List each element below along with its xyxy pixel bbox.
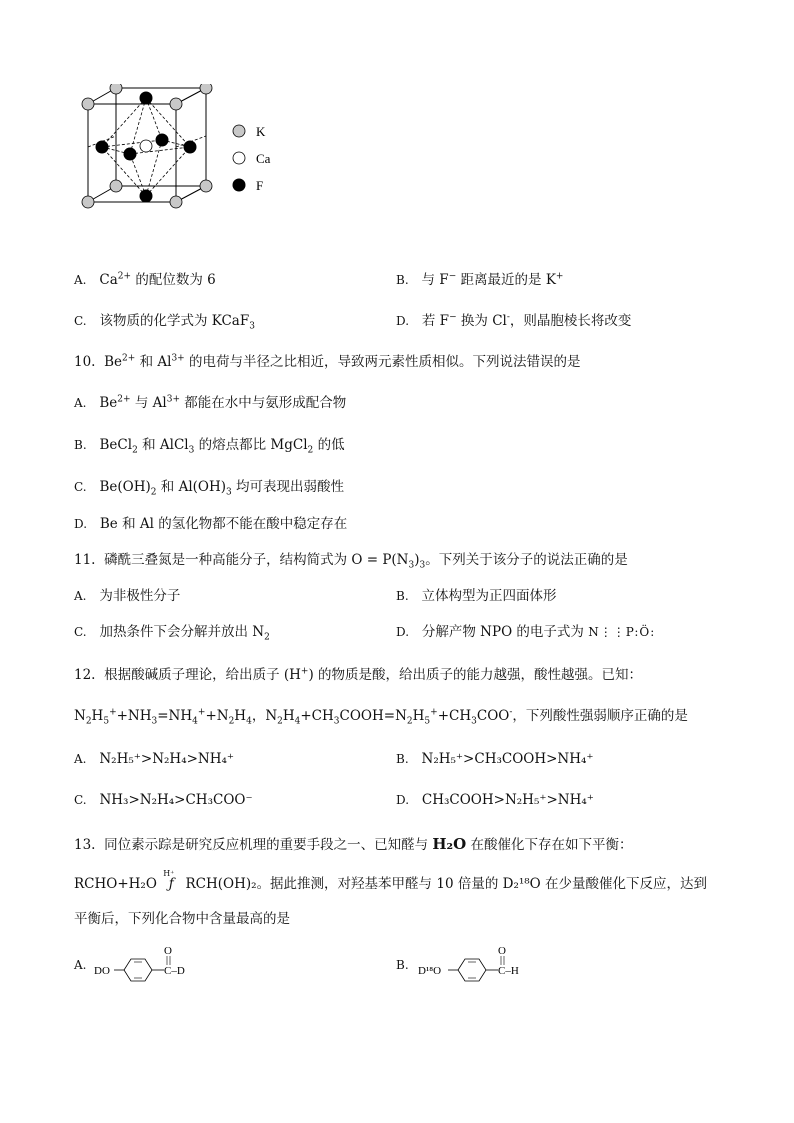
svg-text:O: O xyxy=(164,945,172,957)
q12-option-d[interactable]: D. CH₃COOH>N₂H₅⁺>NH₄⁺ xyxy=(396,792,594,808)
k-atom xyxy=(170,98,182,110)
legend-k-marker xyxy=(233,125,245,137)
q9-option-b[interactable]: B. 与 F− 距离最近的是 K+ xyxy=(396,271,564,288)
svg-text:C–H: C–H xyxy=(498,965,519,977)
k-atom xyxy=(200,180,212,192)
k-atom xyxy=(82,98,94,110)
legend-ca-label: Ca xyxy=(256,151,271,166)
f-atom xyxy=(140,190,153,203)
legend-ca-marker xyxy=(233,152,245,164)
q9-option-a[interactable]: A. $Ca^{2+}$ 的配位数为 6 xyxy=(74,271,216,288)
q9-option-d[interactable]: D. 若 F− 换为 Cl-，则晶胞棱长将改变 xyxy=(396,312,632,329)
q12-option-b[interactable]: B. N₂H₅⁺>CH₃COOH>NH₄⁺ xyxy=(396,751,594,767)
electron-formula: N⋮⋮P:Ö: xyxy=(588,625,656,639)
svg-text:C–D: C–D xyxy=(164,965,185,977)
k-atom xyxy=(200,84,212,94)
f-atom xyxy=(184,141,197,154)
legend-f-marker xyxy=(233,179,246,192)
svg-text:D¹⁸O: D¹⁸O xyxy=(418,965,442,977)
q11-option-d[interactable]: D. 分解产物 NPO 的电子式为 N⋮⋮P:Ö: xyxy=(396,624,656,640)
q11-option-c[interactable]: C. 加热条件下会分解并放出 $N_2$ xyxy=(74,624,270,643)
q13-equation: RCHO+H₂O H⁺ ƒ RCH(OH)₂。据此推测，对羟基苯甲醛与 10 倍量的 D₂¹⁸O 在少量酸催化下反应，达到 xyxy=(74,874,707,894)
q13-stem: 13. 同位素示踪是研究反应机理的重要手段之一、已知醛与 H₂O 在酸催化下存在如下平衡： xyxy=(74,835,633,853)
q12-equations: $N_2H_5^++NH_3=NH_4^++N_2H_4$，$N_2H_4+CH_3COOH=N_2H_5^++CH_3COO^-$，下列酸性强弱顺序正确的是 xyxy=(74,707,688,727)
equilibrium-arrow: ƒ xyxy=(168,876,174,892)
legend-f-label: F xyxy=(256,178,264,193)
q12-option-a[interactable]: A. N₂H₅⁺>N₂H₄>NH₄⁺ xyxy=(74,751,235,767)
k-atom xyxy=(170,196,182,208)
q10-option-c[interactable]: C. $Be(OH)_2$ 和 $Al(OH)_3$ 均可表现出弱酸性 xyxy=(74,479,345,498)
benzaldehyde-18o-structure xyxy=(418,944,548,984)
ca-atom xyxy=(140,140,152,152)
f-atom xyxy=(124,148,137,161)
svg-text:O: O xyxy=(498,945,506,957)
q12-stem: 12. 根据酸碱质子理论，给出质子 (H+) 的物质是酸，给出质子的能力越强，酸性越强。已知： xyxy=(74,666,643,683)
k-atom xyxy=(110,84,122,94)
q10-option-b[interactable]: B. BeCl$_2$ 和 AlCl$_3$ 的熔点都比 MgCl$_2$ 的低 xyxy=(74,437,345,456)
legend-k-label: K xyxy=(256,124,266,139)
catalyst-label: H⁺ xyxy=(163,869,175,878)
crystal-cell-figure xyxy=(74,84,304,216)
k-atom xyxy=(110,180,122,192)
q11-stem: 11. 磷酰三叠氮是一种高能分子，结构简式为 $O = P(N_3)_3$。下列关于该分子的说法正确的是 xyxy=(74,552,628,571)
q10-option-a[interactable]: A. $Be^{2+}$ 与 $Al^{3+}$ 都能在水中与氨形成配合物 xyxy=(74,394,347,411)
f-atom xyxy=(96,141,109,154)
q9-option-c[interactable]: C. 该物质的化学式为 KCaF$_3$ xyxy=(74,313,255,332)
svg-text:DO: DO xyxy=(94,965,110,977)
f-atom xyxy=(156,134,169,147)
k-atom xyxy=(82,196,94,208)
q10-stem: 10. $Be^{2+}$ 和 $Al^{3+}$ 的电荷与半径之比相近，导致两元素性质相似。下列说法错误的是 xyxy=(74,353,581,370)
f-atom xyxy=(140,92,153,105)
benzaldehyde-d-structure xyxy=(94,944,214,984)
q10-option-d[interactable]: D. Be 和 Al 的氢化物都不能在酸中稳定存在 xyxy=(74,516,348,532)
q11-option-b[interactable]: B. 立体构型为正四面体形 xyxy=(396,588,557,604)
q12-option-c[interactable]: C. NH₃>N₂H₄>CH₃COO⁻ xyxy=(74,792,253,808)
q13-line3: 平衡后，下列化合物中含量最高的是 xyxy=(74,911,290,927)
q11-option-a[interactable]: A. 为非极性分子 xyxy=(74,588,181,604)
